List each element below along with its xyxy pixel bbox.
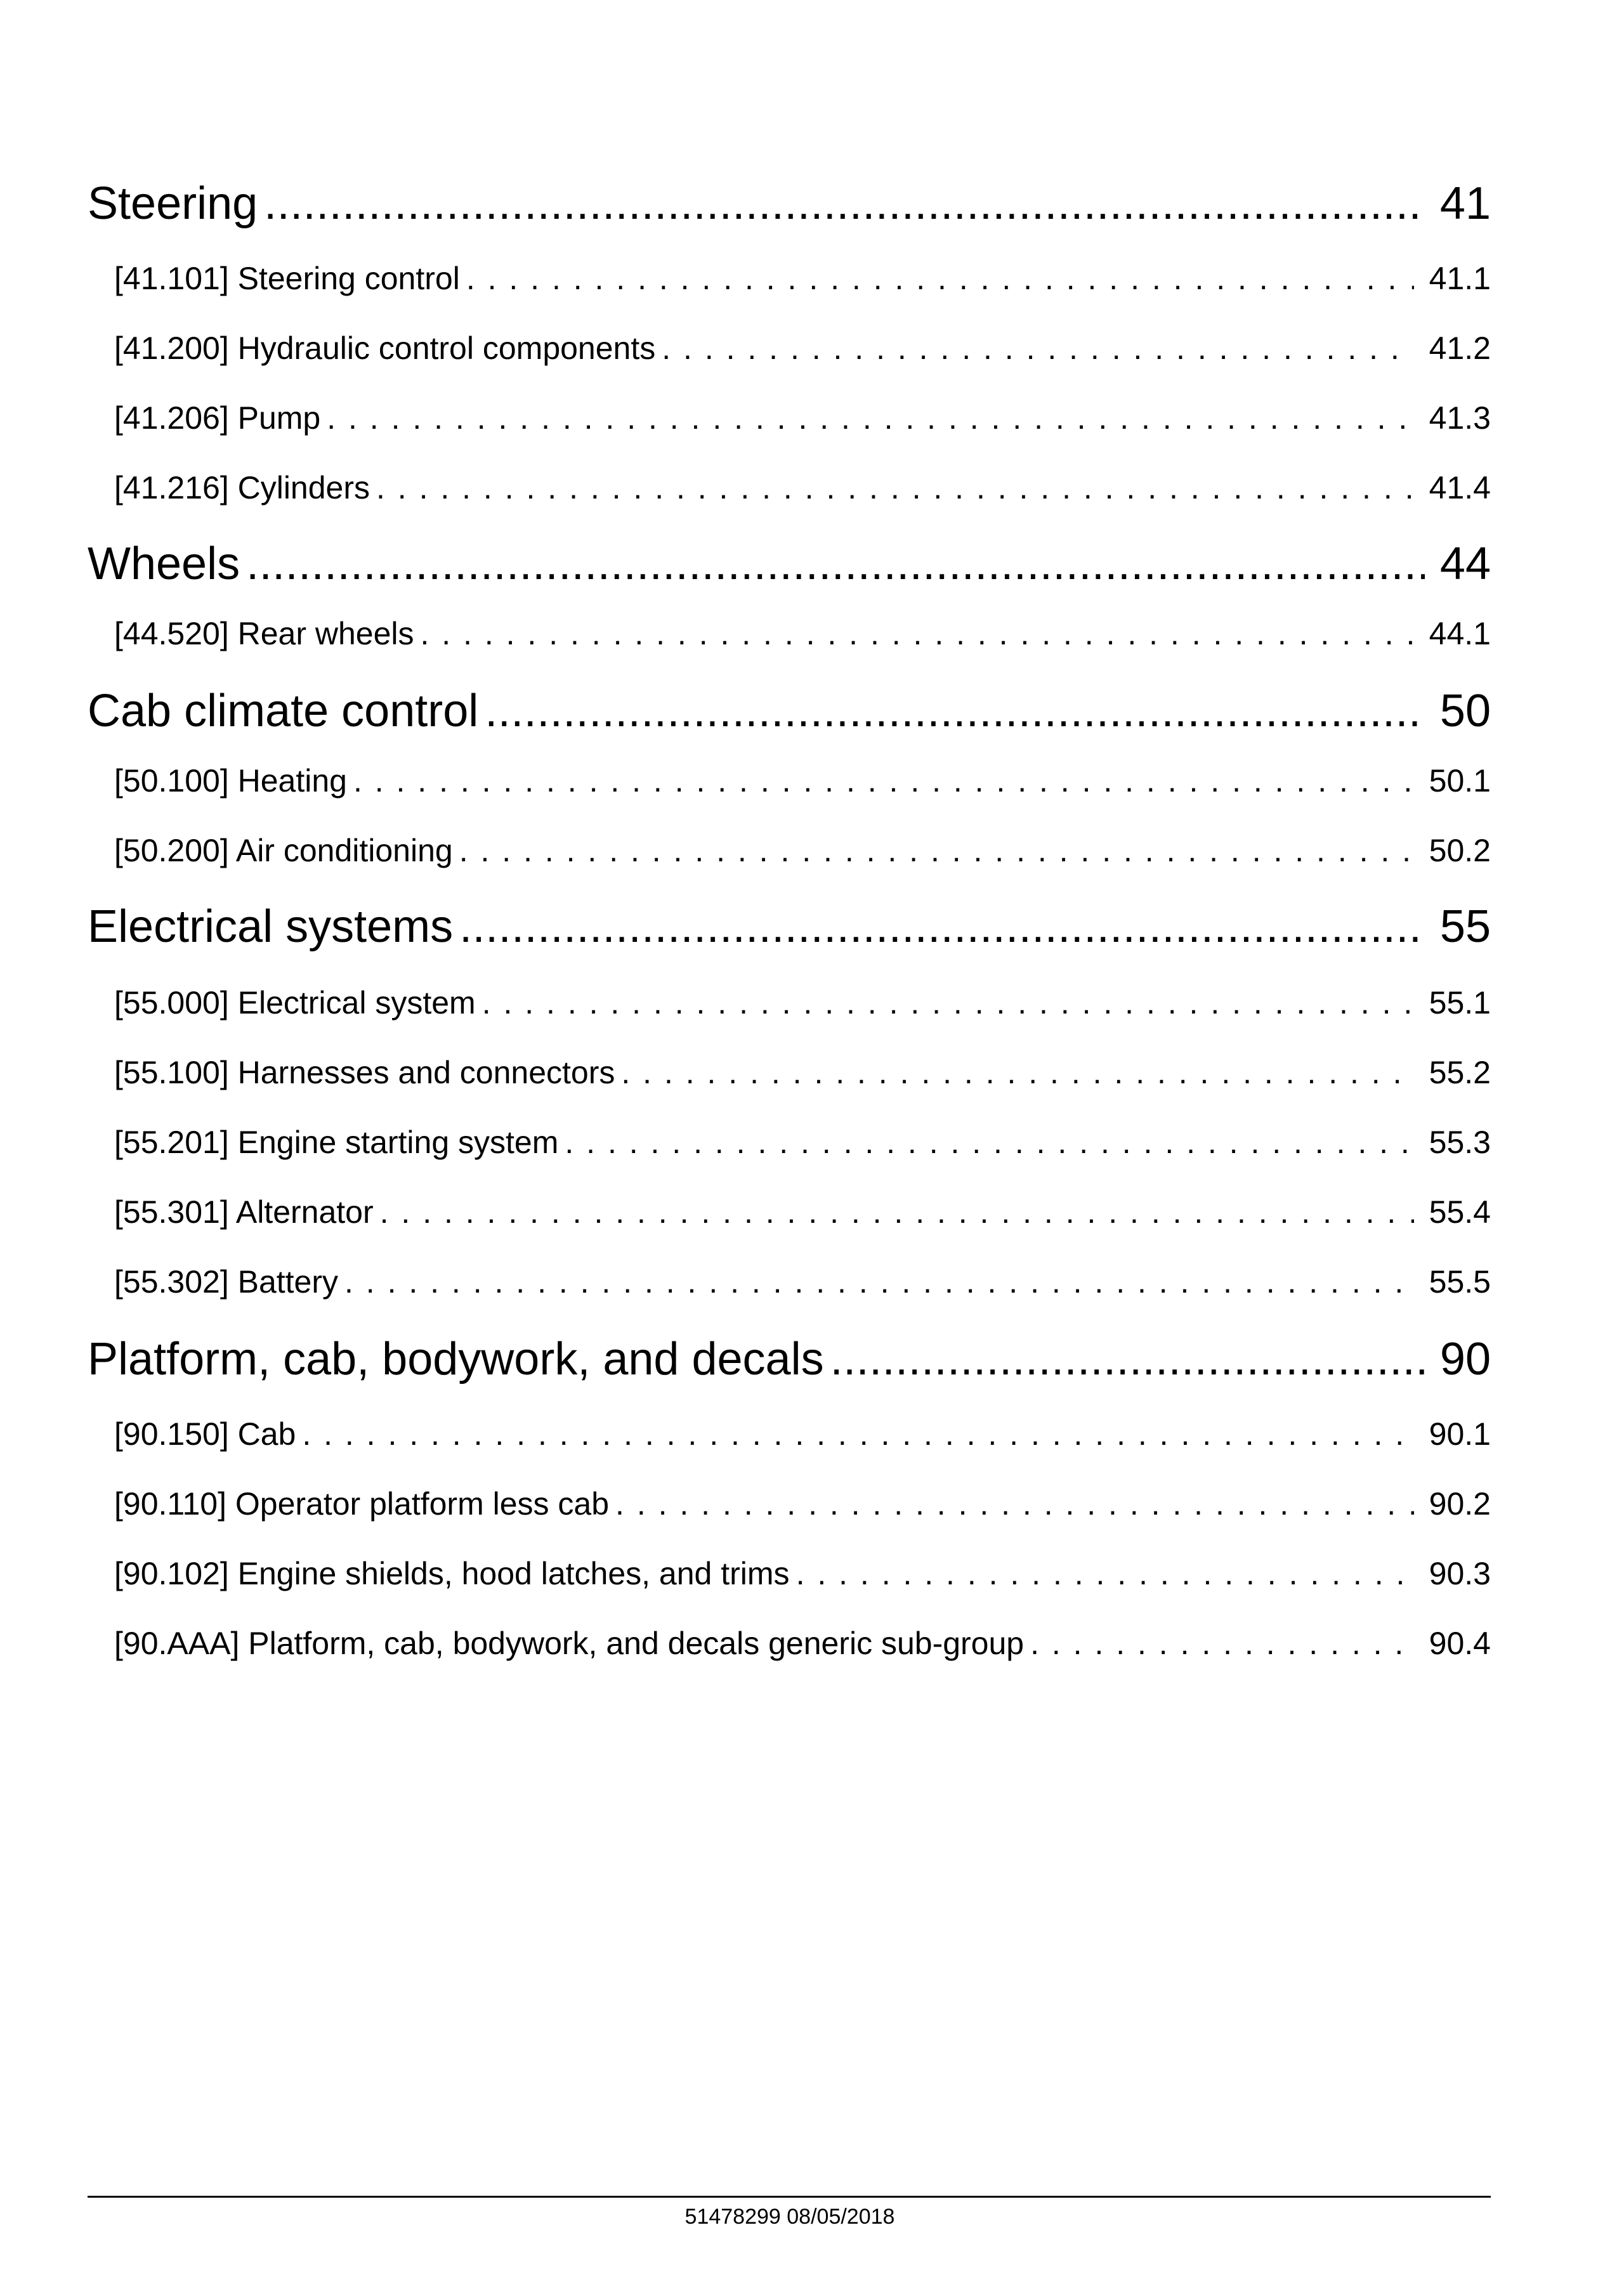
toc-entry-page: 50.1 — [1429, 763, 1491, 799]
toc-section-cab-climate-control[interactable] — [88, 685, 1491, 737]
dot-leader — [466, 260, 1414, 297]
toc-entry-page: 55.4 — [1429, 1194, 1491, 1230]
toc-entry-page: 41.4 — [1429, 470, 1491, 506]
toc-item-harnesses-and-connectors[interactable] — [114, 1054, 1491, 1091]
toc-entry-label: [41.200] Hydraulic control components — [114, 330, 656, 366]
dot-leader — [459, 832, 1414, 869]
toc-entry-label: Platform, cab, bodywork, and decals — [88, 1334, 824, 1385]
toc-entry-page: 41.1 — [1429, 261, 1491, 296]
toc-entry-page: 41.3 — [1429, 400, 1491, 436]
toc-entry-label: [41.101] Steering control — [114, 261, 460, 296]
toc-entry-label: [50.100] Heating — [114, 763, 347, 799]
toc-entry-page: 55.3 — [1429, 1125, 1491, 1160]
toc-entry-page: 90.3 — [1429, 1556, 1491, 1591]
toc-entry-page: 41.2 — [1429, 330, 1491, 366]
dot-leader — [421, 615, 1414, 652]
toc-section-electrical-systems[interactable] — [88, 901, 1491, 953]
toc-item-engine-shields-hood-latches-trims[interactable] — [114, 1555, 1491, 1592]
toc-item-platform-generic-sub-group[interactable] — [114, 1625, 1491, 1662]
dot-leader — [615, 1485, 1414, 1522]
toc-entry-label: Wheels — [88, 538, 240, 589]
toc-item-steering-control[interactable] — [114, 260, 1491, 297]
toc-item-air-conditioning[interactable] — [114, 832, 1491, 869]
dot-leader — [796, 1555, 1414, 1592]
toc-entry-label: [55.201] Engine starting system — [114, 1125, 559, 1160]
toc-entry-page: 55.5 — [1429, 1264, 1491, 1300]
toc-entry-label: [90.AAA] Platform, cab, bodywork, and decals generic sub-group — [114, 1626, 1025, 1661]
toc-item-pump[interactable] — [114, 400, 1491, 436]
dot-leader — [327, 400, 1413, 436]
toc-section-platform-cab-bodywork-decals[interactable] — [88, 1333, 1491, 1385]
dot-leader — [485, 685, 1425, 737]
dot-leader — [344, 1263, 1414, 1300]
dot-leader — [1030, 1625, 1414, 1662]
toc-entry-label: [90.102] Engine shields, hood latches, and trims — [114, 1556, 790, 1591]
toc-item-battery[interactable] — [114, 1263, 1491, 1300]
toc-item-alternator[interactable] — [114, 1194, 1491, 1230]
dot-leader — [621, 1054, 1413, 1091]
toc-entry-label: [55.100] Harnesses and connectors — [114, 1055, 615, 1090]
dot-leader — [662, 330, 1413, 367]
toc-entry-label: [41.206] Pump — [114, 400, 321, 436]
toc-entry-page: 44.1 — [1429, 616, 1491, 651]
toc-item-operator-platform-less-cab[interactable] — [114, 1485, 1491, 1522]
toc-entry-page: 55 — [1439, 901, 1491, 952]
toc-item-rear-wheels[interactable] — [114, 615, 1491, 652]
dot-leader — [482, 984, 1414, 1021]
toc-item-cab[interactable] — [114, 1416, 1491, 1452]
toc-entry-page: 55.2 — [1429, 1055, 1491, 1090]
toc-entry-label: Cab climate control — [88, 686, 479, 736]
toc-entry-page: 90.1 — [1429, 1416, 1491, 1452]
toc-section-wheels[interactable] — [88, 538, 1491, 590]
toc-item-cylinders[interactable] — [114, 469, 1491, 506]
toc-item-electrical-system[interactable] — [114, 984, 1491, 1021]
toc-entry-label: [90.110] Operator platform less cab — [114, 1486, 610, 1522]
dot-leader — [302, 1416, 1413, 1452]
toc-item-hydraulic-control-components[interactable] — [114, 330, 1491, 367]
toc-item-heating[interactable] — [114, 762, 1491, 799]
toc-section-steering[interactable] — [88, 178, 1491, 230]
toc-entry-page: 55.1 — [1429, 985, 1491, 1021]
toc-entry-label: [50.200] Air conditioning — [114, 833, 453, 868]
toc-entry-label: [55.000] Electrical system — [114, 985, 476, 1021]
dot-leader — [380, 1194, 1414, 1230]
toc-entry-label: [90.150] Cab — [114, 1416, 296, 1452]
dot-leader — [565, 1124, 1413, 1161]
toc-entry-page: 90 — [1439, 1334, 1491, 1385]
toc-entry-label: [55.301] Alternator — [114, 1194, 374, 1230]
dot-leader — [830, 1333, 1425, 1385]
dot-leader — [264, 178, 1425, 230]
toc-entry-label: [41.216] Cylinders — [114, 470, 370, 506]
toc-entry-page: 90.2 — [1429, 1486, 1491, 1522]
dot-leader — [246, 538, 1425, 590]
toc-entry-label: [55.302] Battery — [114, 1264, 339, 1300]
toc-entry-page: 50 — [1439, 686, 1491, 736]
footer-document-id: 51478299 08/05/2018 — [684, 2205, 895, 2229]
toc-entry-page: 44 — [1439, 538, 1491, 589]
toc-item-engine-starting-system[interactable] — [114, 1124, 1491, 1161]
toc-entry-label: [44.520] Rear wheels — [114, 616, 414, 651]
footer-divider — [88, 2196, 1491, 2198]
dot-leader — [376, 469, 1414, 506]
dot-leader — [459, 901, 1425, 953]
toc-entry-label: Steering — [88, 178, 258, 229]
toc-entry-page: 41 — [1439, 178, 1491, 229]
toc-entry-page: 50.2 — [1429, 833, 1491, 868]
toc-entry-label: Electrical systems — [88, 901, 454, 952]
toc-entry-page: 90.4 — [1429, 1626, 1491, 1661]
dot-leader — [353, 762, 1414, 799]
